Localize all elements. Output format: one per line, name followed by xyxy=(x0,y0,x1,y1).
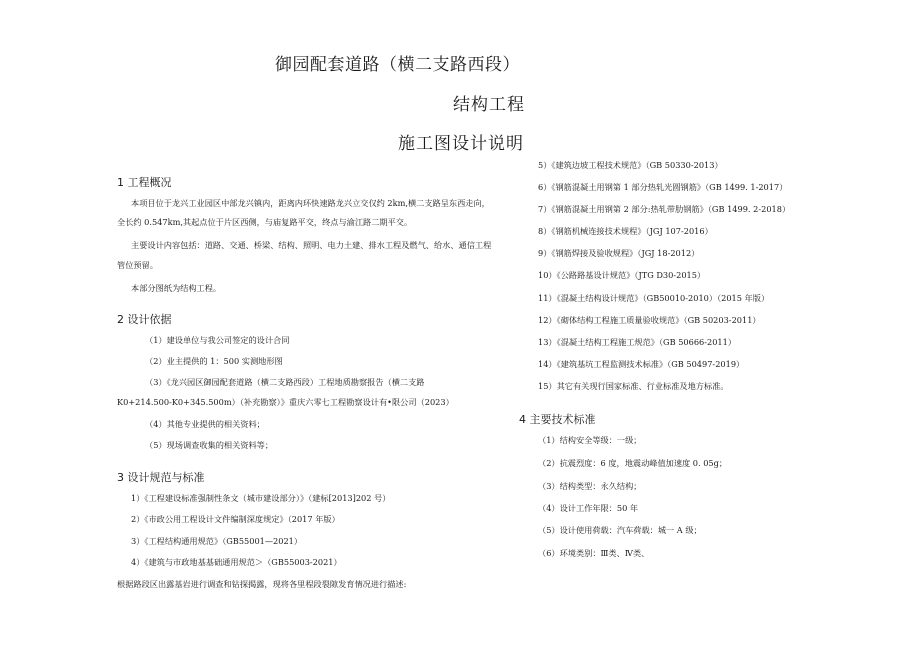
part-title: 结构工程 xyxy=(453,95,525,115)
section3-item: 7）《钢筋混凝土用钢第 2 部分:热轧带肋钢筋》（GB 1499. 2-2018） xyxy=(538,204,791,214)
section2-heading: 2 设计依据 xyxy=(117,313,172,326)
section3-note: 根据路段区出露基岩进行调查和钻探揭露，现将各里程段裂隙发育情况进行描述: xyxy=(117,579,407,589)
section3-item: 8）《钢筋机械连接技术规程》（JGJ 107-2016） xyxy=(538,226,713,236)
section3-item: 14）《建筑基坑工程监测技术标准》（GB 50497-2019） xyxy=(538,359,745,369)
section3-heading: 3 设计规范与标准 xyxy=(117,471,205,484)
section4-item: （3）结构类型：永久结构； xyxy=(538,481,642,491)
section2-item: （3）《龙兴园区御园配套道路（横二支路西段）工程地质勘察报告（横二支路 xyxy=(145,377,425,387)
section4-item: （2）抗震烈度：6 度，地震动峰值加速度 0. 05g； xyxy=(538,458,728,468)
section4-item: （5）设计使用荷载：汽车荷载：城一 A 级； xyxy=(538,525,702,535)
section2-item: （1）建设单位与我公司签定的设计合同 xyxy=(145,335,290,345)
section1-p3: 本部分图纸为结构工程。 xyxy=(131,283,222,293)
section1-p1-line2: 全长约 0.547km,其起点位于片区西侧，与庙复路平交，终点与渝江路二期平交。 xyxy=(117,217,413,227)
section4-item: （4）设计工作年限：50 年 xyxy=(538,503,639,513)
section2-item: K0+214.500-K0+345.500m）（补充勘察）》重庆六零七工程勘察设计有•限公司（2023） xyxy=(117,397,454,407)
section4-heading: 4 主要技术标准 xyxy=(519,413,596,426)
project-title: 御园配套道路（横二支路西段） xyxy=(275,55,520,75)
section3-item: 9）《钢筋焊接及验收规程》（JGJ 18-2012） xyxy=(538,248,700,258)
section3-item: 1）《工程建设标准强制性条文（城市建设部分）》（建标[2013]202 号） xyxy=(131,493,391,503)
section3-item: 12）《砌体结构工程施工质量验收规范》（GB 50203-2011） xyxy=(538,315,761,325)
section1-p1-line1: 本项目位于龙兴工业园区中部龙兴镇内，距离内环快速路龙兴立交仅约 2km,横二支路呈东西走向， xyxy=(131,198,490,208)
section3-item: 11）《混凝土结构设计规范》（GB50010-2010）（2015 年版） xyxy=(538,293,770,303)
section3-item: 5）《建筑边坡工程技术规范》（GB 50330-2013） xyxy=(538,160,723,170)
section2-item: （4）其他专业提供的相关资料； xyxy=(145,419,265,429)
section1-p2-line2: 管位预留。 xyxy=(117,260,158,270)
section2-item: （2）业主提供的 1：500 实测地形图 xyxy=(145,356,283,366)
section3-item: 6）《钢筋混凝土用钢第 1 部分热轧光圆钢筋》（GB 1499. 1-2017） xyxy=(538,182,788,192)
section2-item: （5）现场调查收集的相关资料等； xyxy=(145,440,274,450)
section3-item: 10）《公路路基设计规范》（JTG D30-2015） xyxy=(538,270,706,280)
section3-item: 15）其它有关现行国家标准、行业标准及地方标准。 xyxy=(538,381,729,391)
section1-p2-line1: 主要设计内容包括：道路、交通、桥梁、结构、照明、电力土建、排水工程及燃气、给水、通信工程 xyxy=(131,240,492,250)
section4-item: （6）环境类别：Ⅲ类、Ⅳ类、 xyxy=(538,548,650,558)
section4-item: （1）结构安全等级：一级； xyxy=(538,435,642,445)
section3-item: 2）《市政公用工程设计文件编制深度规定》（2017 年版） xyxy=(131,514,340,524)
section3-item: 4）《建筑与市政地基基础通用规范＞（GB55003-2021） xyxy=(131,557,342,567)
doc-title: 施工图设计说明 xyxy=(398,134,524,154)
section1-heading: 1 工程概况 xyxy=(117,176,172,189)
section3-item: 3）《工程结构通用规范》（GB55001—2021） xyxy=(131,536,303,546)
section3-item: 13）《混凝土结构工程施工规范》（GB 50666-2011） xyxy=(538,337,737,347)
